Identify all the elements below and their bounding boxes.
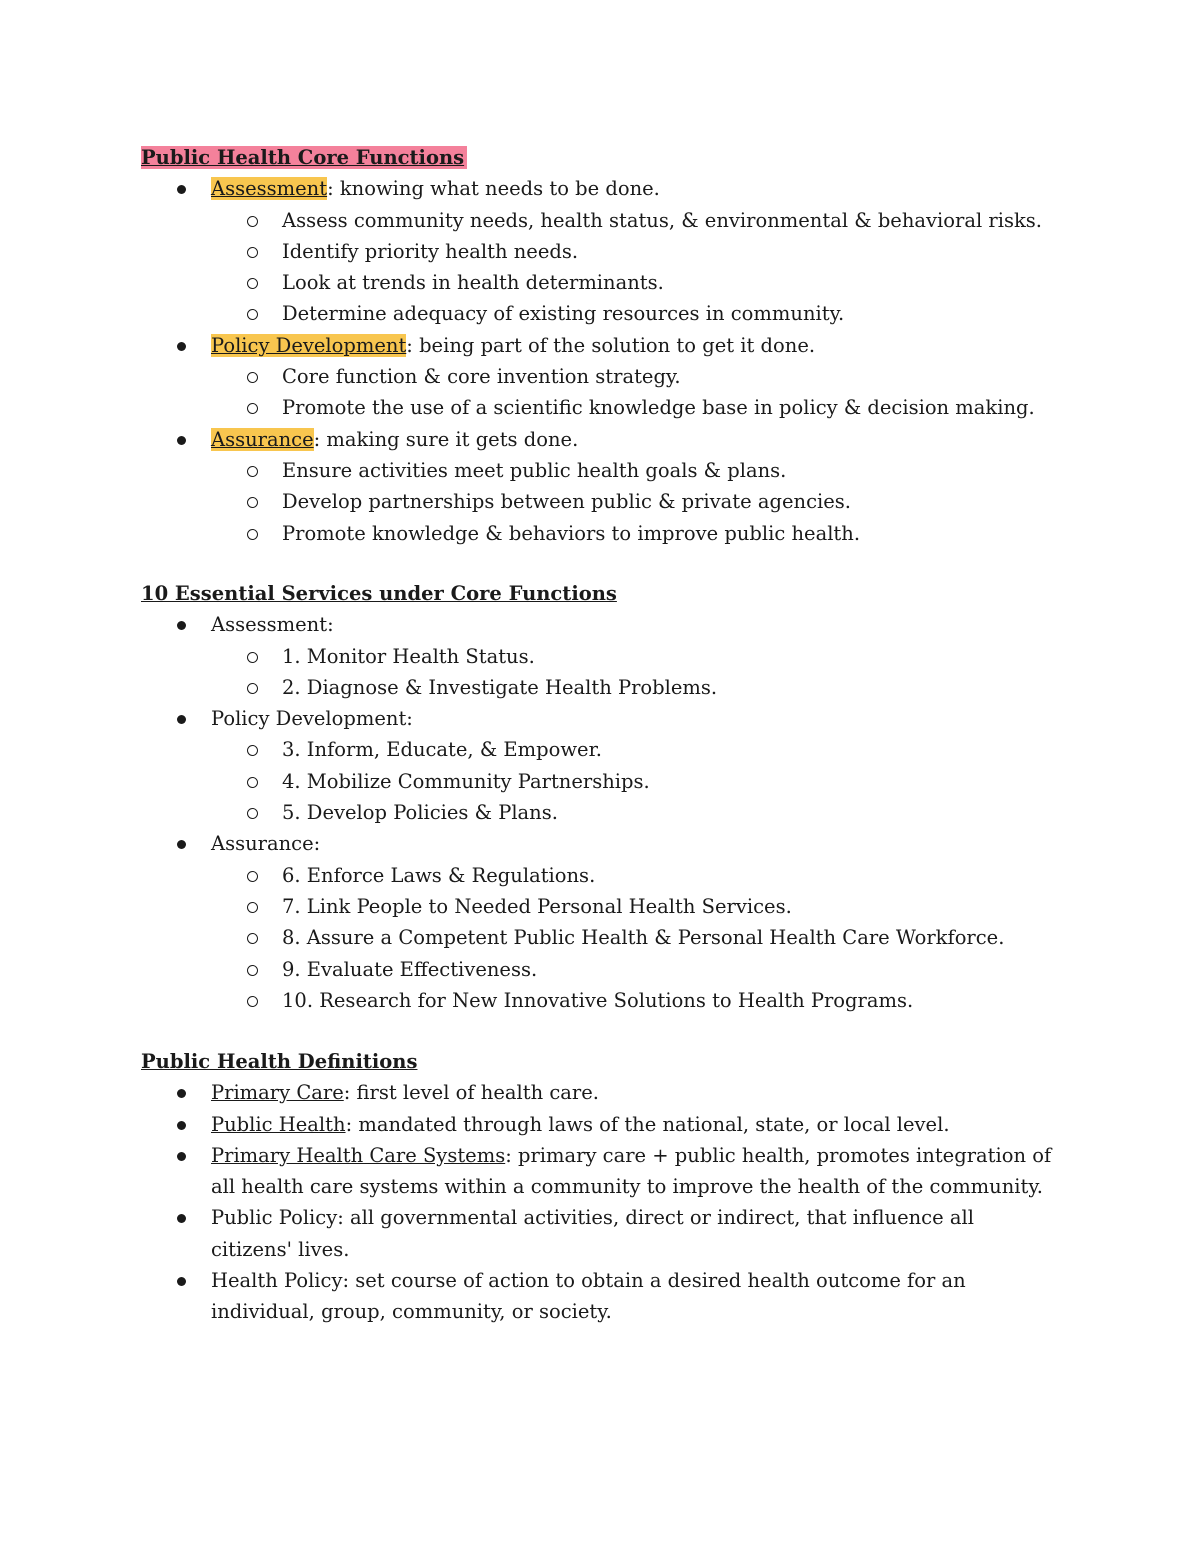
- item-text: Assurance:: [211, 832, 321, 856]
- sub-item-text: Core function & core invention strategy.: [282, 365, 681, 389]
- hollow-bullet-icon: [247, 466, 258, 477]
- sub-list-item: [141, 298, 1061, 329]
- hollow-bullet-icon: [247, 309, 258, 320]
- hollow-bullet-icon: [247, 216, 258, 227]
- list-item: [141, 1202, 1061, 1265]
- sub-item-text: 2. Diagnose & Investigate Health Problems.: [282, 675, 718, 699]
- sub-list-item: [141, 518, 1061, 549]
- sub-list-item: [141, 954, 1061, 985]
- sub-item-text: Promote knowledge & behaviors to improve public health.: [282, 521, 861, 545]
- sub-item-text: 6. Enforce Laws & Regulations.: [282, 863, 596, 887]
- filled-bullet-icon: [177, 185, 186, 194]
- sub-list: [141, 734, 1061, 828]
- hollow-bullet-icon: [247, 745, 258, 756]
- sub-list-item: [141, 236, 1061, 267]
- hollow-bullet-icon: [247, 902, 258, 913]
- term-public-health: Public Health: [211, 1112, 346, 1136]
- sub-item-text: 3. Inform, Educate, & Empower.: [282, 738, 602, 762]
- item-text: : primary care + public health, promotes integration of all health care systems within a community to improve the health of the community.: [211, 1143, 1052, 1199]
- item-text: : knowing what needs to be done.: [327, 177, 660, 201]
- hollow-bullet-icon: [247, 777, 258, 788]
- sub-list: [141, 205, 1061, 330]
- section-heading: 10 Essential Services under Core Functions: [141, 582, 617, 605]
- sub-list: [141, 641, 1061, 704]
- hollow-bullet-icon: [247, 497, 258, 508]
- sub-list: [141, 455, 1061, 549]
- sub-list-item: [141, 734, 1061, 765]
- sub-list-item: [141, 641, 1061, 672]
- hollow-bullet-icon: [247, 247, 258, 258]
- sub-item-text: 10. Research for New Innovative Solutions to Health Programs.: [282, 988, 914, 1012]
- bullet-list: [141, 609, 1061, 1016]
- sub-list-item: [141, 860, 1061, 891]
- heading-highlight: Public Health Core Functions: [141, 146, 467, 169]
- list-item: [141, 424, 1061, 549]
- section-definitions: [141, 1046, 1061, 1328]
- item-text: : being part of the solution to get it done.: [406, 333, 816, 357]
- term-primary-health-care-systems: Primary Health Care Systems: [211, 1143, 506, 1167]
- hollow-bullet-icon: [247, 683, 258, 694]
- item-text: Public Policy: all governmental activities, direct or indirect, that influence all citizens' lives.: [211, 1206, 974, 1261]
- hollow-bullet-icon: [247, 965, 258, 976]
- sub-list-item: [141, 891, 1061, 922]
- sub-list-item: [141, 455, 1061, 486]
- hollow-bullet-icon: [247, 372, 258, 383]
- section-heading: Public Health Definitions: [141, 1050, 418, 1073]
- term-policy-development: Policy Development: [211, 333, 407, 357]
- sub-item-text: Ensure activities meet public health goals & plans.: [282, 458, 787, 482]
- hollow-bullet-icon: [247, 529, 258, 540]
- sub-item-text: 7. Link People to Needed Personal Health Services.: [282, 894, 792, 918]
- section-core-functions: [141, 142, 1061, 549]
- sub-list-item: [141, 922, 1061, 953]
- sub-item-text: Promote the use of a scientific knowledge base in policy & decision making.: [282, 396, 1035, 420]
- filled-bullet-icon: [177, 621, 186, 630]
- list-item: [141, 609, 1061, 703]
- list-item: [141, 1140, 1061, 1203]
- sub-list-item: [141, 672, 1061, 703]
- term-assessment: Assessment: [211, 177, 328, 201]
- term-assurance: Assurance: [211, 427, 314, 451]
- filled-bullet-icon: [177, 1214, 186, 1223]
- sub-item-text: Look at trends in health determinants.: [282, 271, 664, 295]
- sub-list-item: [141, 361, 1061, 392]
- sub-list: [141, 361, 1061, 424]
- list-item: [141, 1109, 1061, 1140]
- list-item: [141, 173, 1061, 329]
- sub-list-item: [141, 486, 1061, 517]
- sub-list-item: [141, 392, 1061, 423]
- term-primary-care: Primary Care: [211, 1081, 344, 1105]
- hollow-bullet-icon: [247, 933, 258, 944]
- hollow-bullet-icon: [247, 652, 258, 663]
- sub-item-text: 5. Develop Policies & Plans.: [282, 801, 558, 825]
- sub-list: [141, 860, 1061, 1016]
- item-text: : first level of health care.: [343, 1081, 599, 1105]
- section-heading: [141, 142, 1061, 173]
- filled-bullet-icon: [177, 342, 186, 351]
- sub-item-text: 8. Assure a Competent Public Health & Personal Health Care Workforce.: [282, 926, 1005, 950]
- item-text: : making sure it gets done.: [313, 427, 579, 451]
- sub-list-item: [141, 267, 1061, 298]
- list-item: [141, 828, 1061, 1016]
- filled-bullet-icon: [177, 436, 186, 445]
- filled-bullet-icon: [177, 1277, 186, 1286]
- filled-bullet-icon: [177, 715, 186, 724]
- bullet-list: [141, 1077, 1061, 1327]
- hollow-bullet-icon: [247, 278, 258, 289]
- sub-list-item: [141, 985, 1061, 1016]
- list-item: [141, 703, 1061, 828]
- filled-bullet-icon: [177, 1089, 186, 1098]
- item-text: Health Policy: set course of action to obtain a desired health outcome for an individual, group, community, or society.: [211, 1269, 966, 1324]
- sub-item-text: 9. Evaluate Effectiveness.: [282, 957, 538, 981]
- list-item: [141, 1265, 1061, 1328]
- hollow-bullet-icon: [247, 871, 258, 882]
- sub-list-item: [141, 766, 1061, 797]
- bullet-list: [141, 173, 1061, 549]
- hollow-bullet-icon: [247, 808, 258, 819]
- item-text: Policy Development:: [211, 707, 413, 731]
- sub-item-text: Assess community needs, health status, & environmental & behavioral risks.: [282, 208, 1042, 232]
- list-item: [141, 330, 1061, 424]
- sub-item-text: Develop partnerships between public & private agencies.: [282, 490, 851, 514]
- filled-bullet-icon: [177, 840, 186, 849]
- filled-bullet-icon: [177, 1152, 186, 1161]
- list-item: [141, 1077, 1061, 1108]
- sub-item-text: 4. Mobilize Community Partnerships.: [282, 769, 650, 793]
- sub-list-item: [141, 205, 1061, 236]
- sub-list-item: [141, 797, 1061, 828]
- sub-item-text: 1. Monitor Health Status.: [282, 644, 535, 668]
- item-text: : mandated through laws of the national, state, or local level.: [345, 1112, 950, 1136]
- hollow-bullet-icon: [247, 996, 258, 1007]
- item-text: Assessment:: [211, 613, 334, 637]
- sub-item-text: Identify priority health needs.: [282, 239, 579, 263]
- hollow-bullet-icon: [247, 403, 258, 414]
- filled-bullet-icon: [177, 1121, 186, 1130]
- section-essential-services: [141, 578, 1061, 1016]
- sub-item-text: Determine adequacy of existing resources in community.: [282, 302, 845, 326]
